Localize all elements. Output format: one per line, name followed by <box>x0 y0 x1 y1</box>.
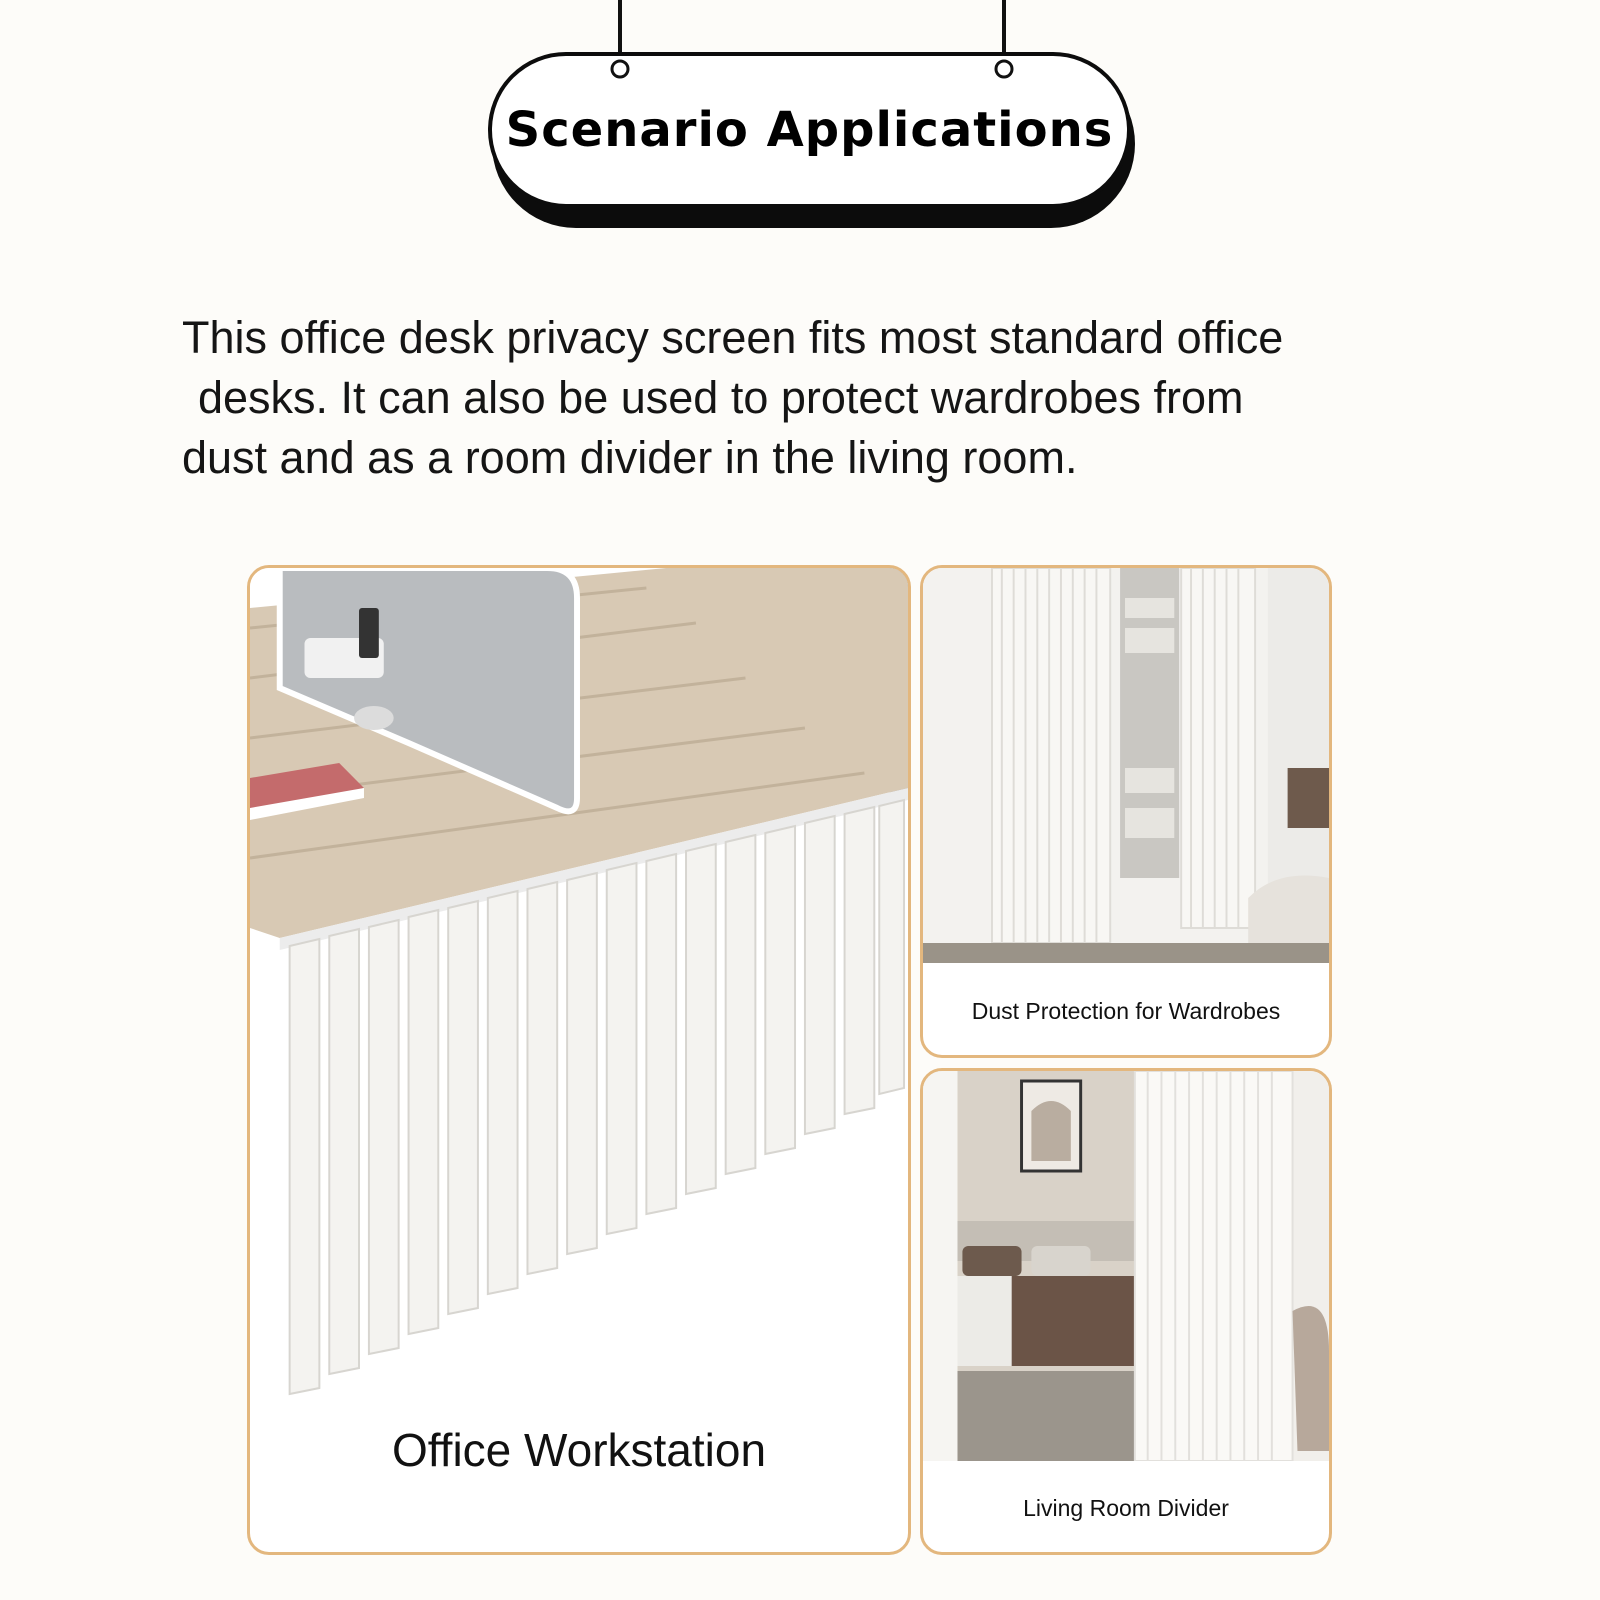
intro-line: dust and as a room divider in the living room. <box>182 432 1078 483</box>
scenario-caption: Dust Protection for Wardrobes <box>971 998 1281 1024</box>
page-title: Scenario Applications <box>505 102 1114 158</box>
living-room-photo-icon <box>923 1071 1329 1461</box>
sign-rings <box>0 0 1600 100</box>
office-desk-photo-icon <box>250 568 908 1428</box>
scenario-card-office <box>247 565 911 1555</box>
intro-text <box>182 308 1522 488</box>
scenario-caption: Living Room Divider <box>1023 1495 1229 1521</box>
wardrobe-photo-icon <box>923 568 1329 963</box>
scenario-card-living-room <box>920 1068 1332 1555</box>
scenario-card-wardrobe <box>920 565 1332 1058</box>
intro-line: This office desk privacy screen fits most standard office <box>182 312 1284 363</box>
intro-line: desks. It can also be used to protect wardrobes from <box>198 372 1244 423</box>
scenario-caption: Office Workstation <box>391 1424 767 1476</box>
